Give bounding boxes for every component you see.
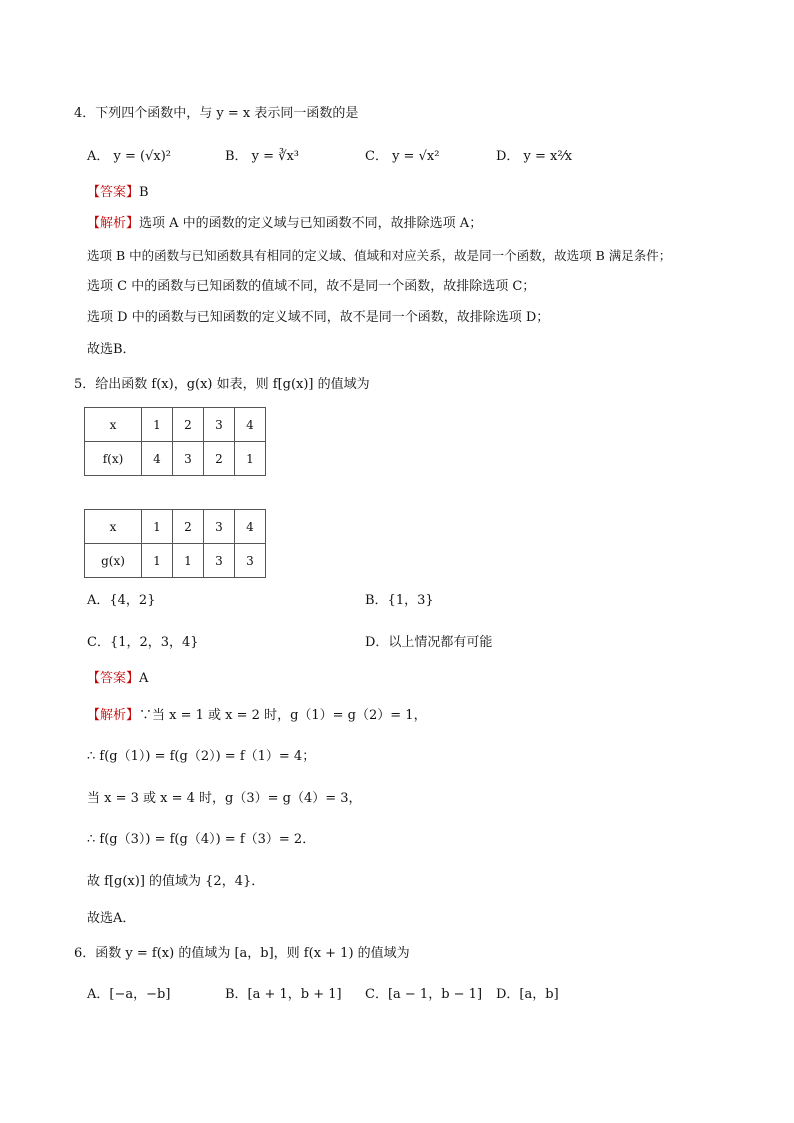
q4-analysis-line-1 (87, 215, 482, 233)
table-cell: 1 (235, 442, 266, 476)
q5-option-b: B．{1，3} (365, 593, 434, 608)
q6-option-d: D．[a，b] (496, 987, 559, 1002)
table-cell: 3 (173, 442, 204, 476)
q5-option-c: C．{1，2，3，4} (87, 635, 199, 650)
table-cell: 2 (204, 442, 235, 476)
table-row (85, 544, 266, 578)
q5-option-a: A．{4，2} (87, 593, 156, 608)
q4-option-d: D． y = x²⁄x (496, 149, 573, 164)
q4-option-c: C． y = √x² (365, 149, 440, 164)
question-5-stem: 5．给出函数 f(x)，g(x) 如表，则 f[g(x)] 的值域为 (74, 377, 370, 392)
table-row (85, 442, 266, 476)
q6-option-b: B．[a + 1，b + 1] (225, 987, 342, 1002)
q6-option-a: A．[−a，−b] (87, 987, 171, 1002)
table-cell: 4 (235, 510, 266, 544)
table-cell: 1 (142, 408, 173, 442)
table-cell: 1 (142, 544, 173, 578)
q5-conclusion: 故选A． (87, 911, 136, 926)
answer-value: B (139, 185, 149, 200)
table-cell: x (85, 408, 142, 442)
table-cell: 3 (204, 408, 235, 442)
table-cell: 3 (235, 544, 266, 578)
analysis-text: ∵当 x = 1 或 x = 2 时，g（1）= g（2）= 1， (139, 708, 427, 723)
table-g (84, 509, 266, 578)
table-cell: 4 (235, 408, 266, 442)
table-cell: f(x) (85, 442, 142, 476)
table-cell: 1 (142, 510, 173, 544)
q4-option-b: B． y = ∛x³ (225, 149, 300, 164)
q4-answer (87, 184, 149, 202)
q5-analysis-line-5: 故 f[g(x)] 的值域为 {2，4}． (87, 874, 265, 889)
answer-label: 【答案】 (87, 671, 140, 686)
table-row (85, 510, 266, 544)
table-cell: g(x) (85, 544, 142, 578)
table-cell: 2 (173, 408, 204, 442)
answer-label: 【答案】 (87, 185, 140, 200)
table-f (84, 407, 266, 476)
q4-conclusion: 故选B． (87, 342, 136, 357)
table-row (85, 408, 266, 442)
table-cell: 4 (142, 442, 173, 476)
question-4-stem: 4．下列四个函数中，与 y = x 表示同一函数的是 (74, 106, 359, 121)
answer-value: A (139, 671, 149, 686)
q4-analysis-line-2: 选项 B 中的函数与已知函数具有相同的定义域、值域和对应关系，故是同一个函数，故选项 B 满足条件； (87, 248, 672, 263)
q5-analysis-line-4: ∴ f(g（3）) = f(g（4）) = f（3）= 2． (87, 832, 316, 847)
q5-option-d: D．以上情况都有可能 (365, 635, 493, 650)
analysis-label: 【解析】 (87, 708, 140, 723)
question-6-stem: 6．函数 y = f(x) 的值域为 [a，b]，则 f(x + 1) 的值域为 (74, 946, 410, 961)
q4-option-a: A． y = (√x)² (87, 149, 171, 164)
analysis-text: 选项 A 中的函数的定义域与已知函数不同，故排除选项 A； (139, 216, 483, 231)
table-cell: x (85, 510, 142, 544)
table-cell: 3 (204, 510, 235, 544)
q5-answer (87, 670, 148, 688)
table-cell: 3 (204, 544, 235, 578)
table-cell: 2 (173, 510, 204, 544)
q4-analysis-line-4: 选项 D 中的函数与已知函数的定义域不同，故不是同一个函数，故排除选项 D； (87, 310, 550, 325)
q5-analysis-line-1 (87, 707, 427, 725)
q4-analysis-line-3: 选项 C 中的函数与已知函数的值域不同，故不是同一个函数，故排除选项 C； (87, 279, 536, 294)
analysis-label: 【解析】 (87, 216, 140, 231)
q5-analysis-line-3: 当 x = 3 或 x = 4 时，g（3）= g（4）= 3， (87, 791, 362, 806)
table-cell: 1 (173, 544, 204, 578)
q6-option-c: C．[a − 1，b − 1] (365, 987, 483, 1002)
q5-analysis-line-2: ∴ f(g（1）) = f(g（2）) = f（1）= 4； (87, 749, 316, 764)
